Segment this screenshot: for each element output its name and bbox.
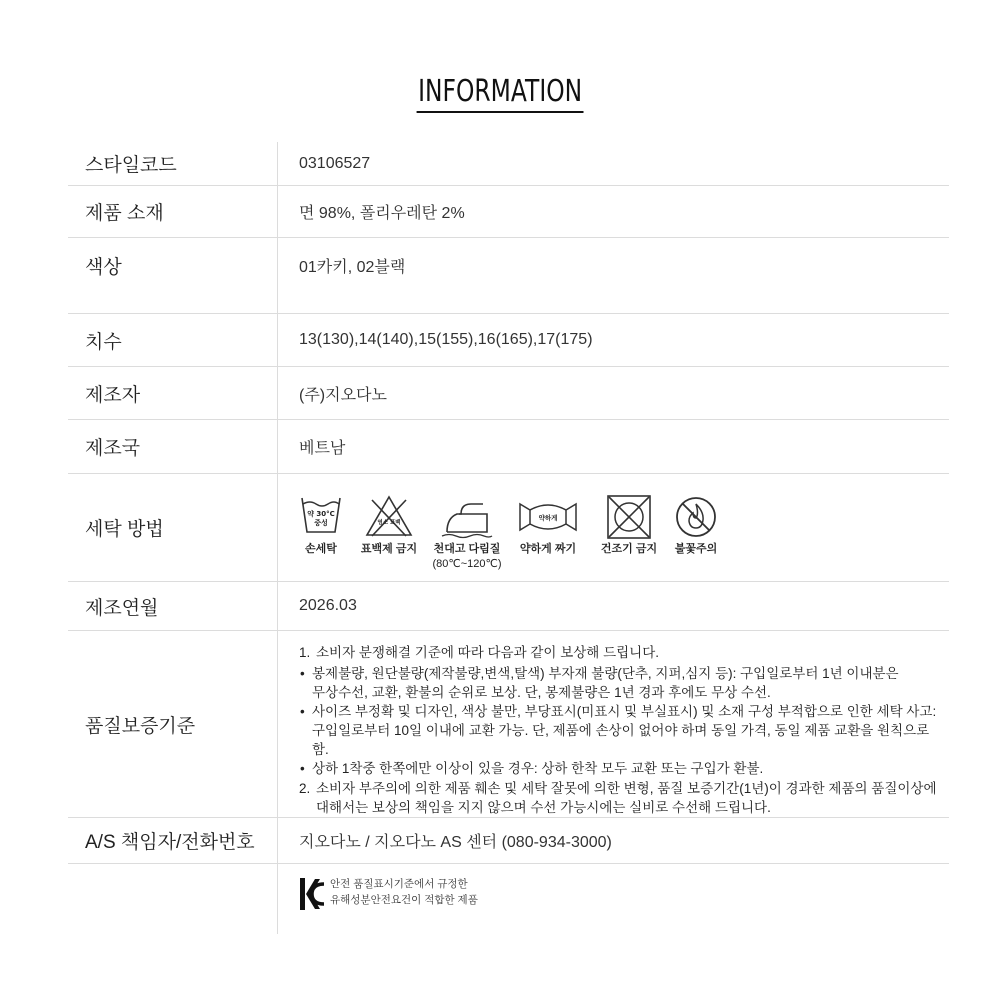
flame-caution-caption: 불꽃주의	[674, 543, 718, 555]
information-table	[68, 142, 949, 934]
hand-wash-caption: 손세탁	[305, 543, 337, 555]
as-value: 지오다노 / 지오다노 AS 센터 (080-934-3000)	[277, 818, 949, 863]
flame-caution-icon	[674, 494, 718, 540]
svg-text:염소 표백: 염소 표백	[377, 520, 401, 526]
washing-label: 세탁 방법	[85, 519, 164, 540]
page-title-wrap	[0, 74, 1000, 113]
row-maker	[68, 367, 949, 420]
material-value: 면 98%, 폴리우레탄 2%	[277, 186, 949, 237]
iron-caption	[432, 542, 501, 572]
color-value: 01카키, 02블랙	[277, 238, 949, 313]
date-label: 제조연월	[85, 597, 159, 619]
date-value: 2026.03	[277, 582, 949, 630]
gentle-wring-caption: 약하게 짜기	[519, 543, 577, 555]
gentle-wring-icon	[517, 494, 579, 540]
warranty-label: 품질보증기준	[85, 715, 196, 737]
kc-certification	[277, 864, 949, 934]
row-warranty	[68, 631, 949, 818]
warranty-text	[277, 631, 949, 817]
row-kc	[68, 864, 949, 934]
row-color	[68, 238, 949, 314]
hand-wash-icon	[299, 494, 343, 540]
care-icons	[277, 474, 949, 581]
row-manufacture-date	[68, 582, 949, 631]
kc-text-line-2: 유해성분안전요건이 적합한 제품	[330, 894, 478, 906]
style-code-label: 스타일코드	[85, 155, 177, 176]
row-size	[68, 314, 949, 367]
style-code-value: 03106527	[277, 142, 949, 185]
row-as-contact	[68, 818, 949, 864]
svg-text:약 30°C: 약 30°C	[307, 510, 335, 518]
kc-text-line-1: 안전 품질표시기준에서 규정한	[330, 878, 468, 890]
size-label: 치수	[85, 331, 122, 353]
country-value: 베트남	[277, 420, 949, 473]
warranty-para-2: 2. 소비자 부주의에 의한 제품 훼손 및 세탁 잘못에 의한 변형, 품질 보증기간(1년)이 경과한 제품의 품질이상에 대해서는 보상의 책임을 지지 않으며 수선 가능시에는 실비로 수선해 드립니다.	[299, 781, 937, 815]
as-label: A/S 책임자/전화번호	[85, 832, 255, 853]
warranty-bullet-3: • 상하 1착중 한쪽에만 이상이 있을 경우: 상하 한착 모두 교환 또는 구입가 환불.	[300, 760, 764, 776]
svg-text:중성: 중성	[314, 519, 328, 527]
care-gentle-wring	[515, 494, 581, 557]
care-no-bleach	[357, 494, 421, 557]
row-country	[68, 420, 949, 474]
svg-text:약하게: 약하게	[538, 514, 558, 522]
color-label: 색상	[85, 257, 122, 278]
no-bleach-caption: 표백제 금지	[360, 543, 418, 555]
material-label: 제품 소재	[85, 203, 164, 224]
warranty-para-1: 1. 소비자 분쟁해결 기준에 따라 다음과 같이 보상해 드립니다.	[299, 645, 659, 660]
row-style-code	[68, 142, 949, 186]
maker-value: (주)지오다노	[277, 367, 949, 419]
care-flame-caution	[671, 494, 721, 557]
care-iron	[427, 494, 507, 572]
size-value: 13(130),14(140),15(155),16(165),17(175)	[277, 314, 949, 366]
no-dryer-caption: 건조기 금지	[600, 543, 658, 555]
page-title: INFORMATION	[416, 74, 583, 113]
maker-label: 제조자	[85, 384, 141, 406]
iron-caption-main: 천대고 다림질	[433, 543, 501, 555]
no-tumble-dry-icon	[606, 494, 652, 540]
iron-caption-temp: (80℃~120℃)	[432, 558, 502, 570]
iron-icon	[439, 494, 495, 540]
care-no-dryer	[599, 494, 659, 557]
warranty-bullet-1: • 봉제불량, 원단불량(제작불량,변색,탈색) 부자재 불량(단추, 지퍼,심지 등): 구입일로부터 1년 이내분은 무상수선, 교환, 환불의 순위로 보상. 단, 봉제불량은 1년 경과 후에도 무상 수선.	[300, 665, 899, 700]
row-material	[68, 186, 949, 238]
country-label: 제조국	[85, 438, 141, 459]
kc-mark-icon	[299, 876, 325, 912]
row-washing	[68, 474, 949, 582]
care-hand-wash	[299, 494, 343, 557]
warranty-bullet-2: • 사이즈 부정확 및 디자인, 색상 불만, 부당표시(미표시 및 부실표시) 및 소재 구성 부적합으로 인한 세탁 사고: 구입일로부터 10일 이내에 교환 가능. 단, 제품에 손상이 없어야 하며 동일 가격, 동일 제품 교환을 원칙으로 함.	[300, 703, 937, 757]
kc-label-empty	[68, 864, 277, 934]
kc-text	[330, 876, 478, 908]
no-bleach-icon	[364, 494, 414, 540]
